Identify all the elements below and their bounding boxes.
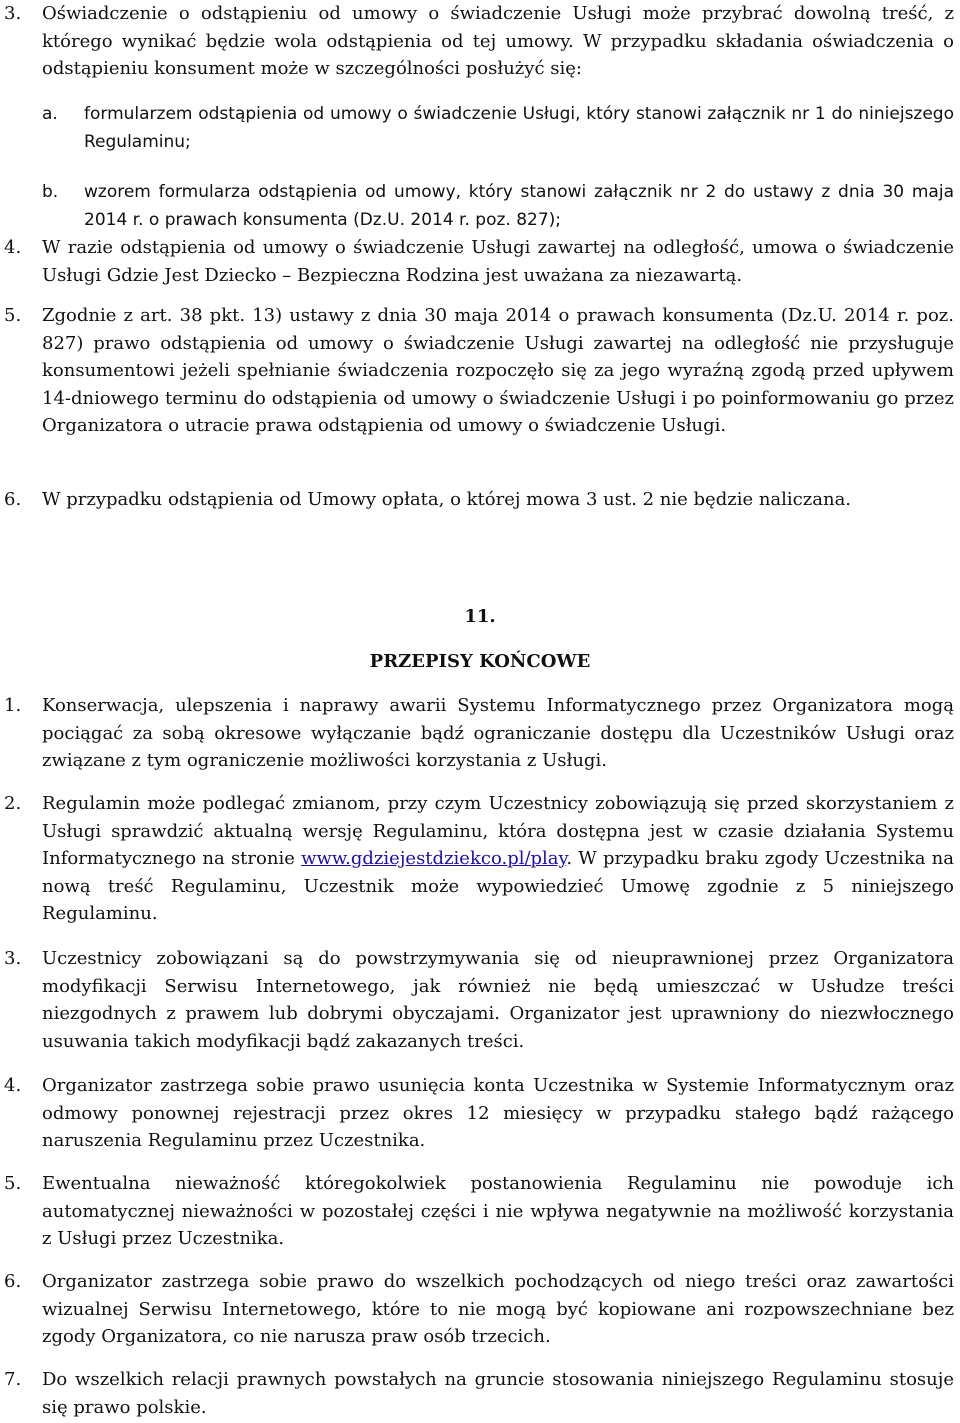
item-text: Konserwacja, ulepszenia i naprawy awarii Systemu Informatycznego przez Organizatora mogą pociągać za sobą okresowe wyłączanie bądź ograniczanie dostępu dla Uczestników Usługi oraz związane z tym ograniczenie możliwości korzystania z Usługi. [42,695,954,771]
bottom-item-6 [0,1268,960,1351]
list-item [0,945,960,1055]
section-title: PRZEPISY KOŃCOWE [369,651,591,672]
item-text: Oświadczenie o odstąpieniu od umowy o świadczenie Usługi może przybrać dowolną treść, z którego wynikać będzie wola odstąpienia od tej umowy. W przypadku składania oświadczenia o odstąpieniu konsument może w szczególności posłużyć się: [42,3,954,79]
item-text: Do wszelkich relacji prawnych powstałych na gruncie stosowania niniejszego Regulaminu stosuje się prawo polskie. [42,1369,954,1418]
item-6-block [0,486,960,514]
item-number: 5. [4,1173,22,1194]
top-items [0,0,960,83]
subitem-text: wzorem formularza odstąpienia od umowy, który stanowi załącznik nr 2 do ustawy z dnia 30 maja 2014 r. o prawach konsumenta (Dz.U. 2014 r. poz. 827); [84,182,954,230]
item-number: 6. [4,489,22,510]
subitem-text: formularzem odstąpienia od umowy o świadczenie Usługi, który stanowi załącznik nr 1 do niniejszego Regulaminu; [84,104,954,152]
item-number: 4. [4,237,22,258]
item-text-before: Regulamin może podlegać zmianom, przy czym Uczestnicy zobowiązują się przed skorzystaniem z Usługi sprawdzić aktualną wersję Regulaminu, która dostępna jest w czasie działania Systemu Informatycznego na stronie [42,793,954,869]
bottom-item-7 [0,1366,960,1421]
item-number: 4. [4,1075,22,1096]
list-item [0,1072,960,1155]
list-item [0,1366,960,1421]
bottom-item-3 [0,945,960,1055]
list-subitem [0,179,960,234]
item-text: Zgodnie z art. 38 pkt. 13) ustawy z dnia 30 maja 2014 o prawach konsumenta (Dz.U. 2014 r. poz. 827) prawo odstąpienia od umowy o świadczenie Usługi zawartej na odległość nie przysługuje konsumentowi jeżeli spełnianie świadczenia rozpoczęło się za jego wyraźną zgodą przed upływem 14-dniowego terminu do odstąpienia od umowy o świadczenie Usługi i po poinformowaniu go przez Organizatora o utracie prawa odstąpienia od umowy o świadczenie Usługi. [42,305,954,436]
bottom-item-4 [0,1072,960,1155]
item-number: 6. [4,1271,22,1292]
bottom-item-2 [0,790,960,928]
section-number [0,603,960,631]
list-item [0,234,960,289]
item-text-before: W przypadku odstąpienia od Umowy opłata, o której mowa [42,489,586,510]
item-text-after: 3 ust. 2 nie będzie naliczana. [585,489,852,510]
list-item [0,486,960,514]
item-number: 2. [4,793,22,814]
item-text-after: 5 niniejszego Regulaminu. [42,875,954,924]
item-number: 7. [4,1369,22,1390]
item-text: Organizator zastrzega sobie prawo usunięcia konta Uczestnika w Systemie Informatycznym oraz odmowy ponownej rejestracji przez okres 12 miesięcy w przypadku stałego bądź rażącego naruszenia Regulaminu przez Uczestnika. [42,1075,954,1151]
item-4-block [0,234,960,289]
subitem-letter: b. [42,182,59,202]
subitem-letter: a. [42,104,58,124]
item-number: 1. [4,695,22,716]
item-number: 3. [4,948,22,969]
item-text: Uczestnicy zobowiązani są do powstrzymywania się od nieuprawnionej przez Organizatora modyfikacji Serwisu Internetowego, jak również nie będą umieszczać w Usłudze treści niezgodnych z prawem lub dobrymi obyczajami. Organizator jest uprawniony do niezwłocznego usuwania takich modyfikacji bądź zakazanych treści. [42,948,954,1052]
website-link[interactable]: www.gdziejestdziekco.pl/play [301,848,567,869]
section-heading [0,603,960,631]
item-text: Organizator zastrzega sobie prawo do wszelkich pochodzących od niego treści oraz zawartości wizualnej Serwisu Internetowego, które to nie mogą być kopiowane ani rozpowszechniane bez zgody Organizatora, co nie narusza praw osób trzecich. [42,1271,954,1347]
list-subitem [0,101,960,156]
list-item [0,692,960,775]
item-5-block [0,302,960,440]
section-title-block [0,648,960,676]
item-number: 3. [4,3,22,24]
item-text-mid: . W przypadku braku zgody Uczestnika na nową treść Regulaminu, Uczestnik może wypowiedzieć Umowę zgodnie z [42,848,954,897]
item-number: 5. [4,305,22,326]
list-item [0,1268,960,1351]
list-item [0,302,960,440]
list-item [0,790,960,928]
item-text: Ewentualna nieważność któregokolwiek postanowienia Regulaminu nie powoduje ich automatycznej nieważności w pozostałej części i nie wpływa negatywnie na możliwość korzystania z Usługi przez Uczestnika. [42,1173,954,1249]
section-number-text: 11. [464,606,496,627]
list-item [0,1170,960,1253]
item-text: W razie odstąpienia od umowy o świadczenie Usługi zawartej na odległość, umowa o świadczenie Usługi Gdzie Jest Dziecko – Bezpieczna Rodzina jest uważana za niezawartą. [42,237,954,286]
list-item [0,0,960,83]
sub-item-a [0,84,960,173]
bottom-item-5 [0,1170,960,1253]
bottom-item-1 [0,692,960,775]
